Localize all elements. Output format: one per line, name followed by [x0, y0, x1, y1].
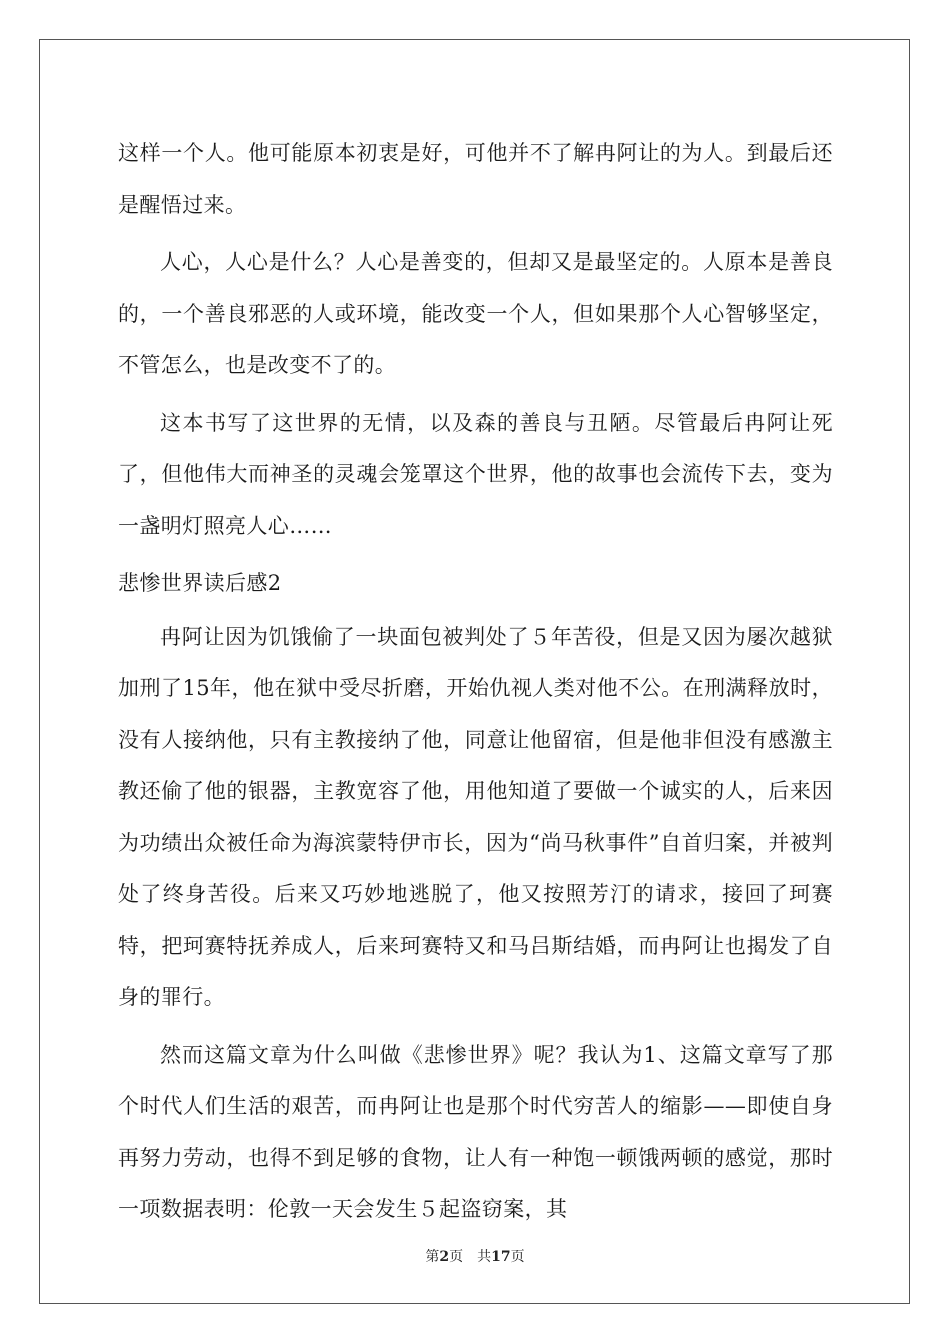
document-body [118, 128, 833, 1242]
page-footer [0, 1246, 950, 1266]
paragraph-5: 然而这篇文章为什么叫做《悲惨世界》呢？我认为1、这篇文章写了那个时代人们生活的艰苦，而冉阿让也是那个时代穷苦人的缩影——即使自身再努力劳动，也得不到足够的食物，让人有一种饱一顿饿两顿的感觉，那时一项数据表明：伦敦一天会发生５起盗窃案，其 [118, 1042, 833, 1221]
paragraph-1: 这样一个人。他可能原本初衷是好，可他并不了解冉阿让的为人。到最后还是醒悟过来。 [118, 141, 833, 217]
paragraph-3: 这本书写了这世界的无情，以及森的善良与丑陋。尽管最后冉阿让死了，但他伟大而神圣的灵魂会笼罩这个世界，他的故事也会流传下去，变为一盏明灯照亮人心…… [118, 410, 833, 538]
paragraph-2: 人心，人心是什么？人心是善变的，但却又是最坚定的。人原本是善良的，一个善良邪恶的人或环境，能改变一个人，但如果那个人心智够坚定，不管怎么，也是改变不了的。 [118, 250, 833, 377]
page-suffix: 页 [510, 1249, 525, 1265]
page-middle-text: 页 共 [449, 1249, 492, 1265]
paragraph-4: 冉阿让因为饥饿偷了一块面包被判处了５年苦役，但是又因为屡次越狱加刑了15年，他在狱中受尽折磨，开始仇视人类对他不公。在刑满释放时，没有人接纳他，只有主教接纳了他，同意让他留宿，但是他非但没有感激主教还偷了他的银器，主教宽容了他，用他知道了要做一个诚实的人，后来因为功绩出众被任命为海滨蒙特伊市长，因为“尚马秋事件”自首归案，并被判处了终身苦役。后来又巧妙地逃脱了，他又按照芳汀的请求，接回了珂赛特，把珂赛特抚养成人，后来珂赛特又和马吕斯结婚，而冉阿让也揭发了自身的罪行。 [118, 624, 833, 1009]
section-heading: 悲惨世界读后感2 [118, 571, 282, 595]
page-prefix: 第 [425, 1249, 440, 1265]
current-page-number: 2 [439, 1249, 450, 1265]
total-pages-number: 17 [491, 1249, 511, 1265]
